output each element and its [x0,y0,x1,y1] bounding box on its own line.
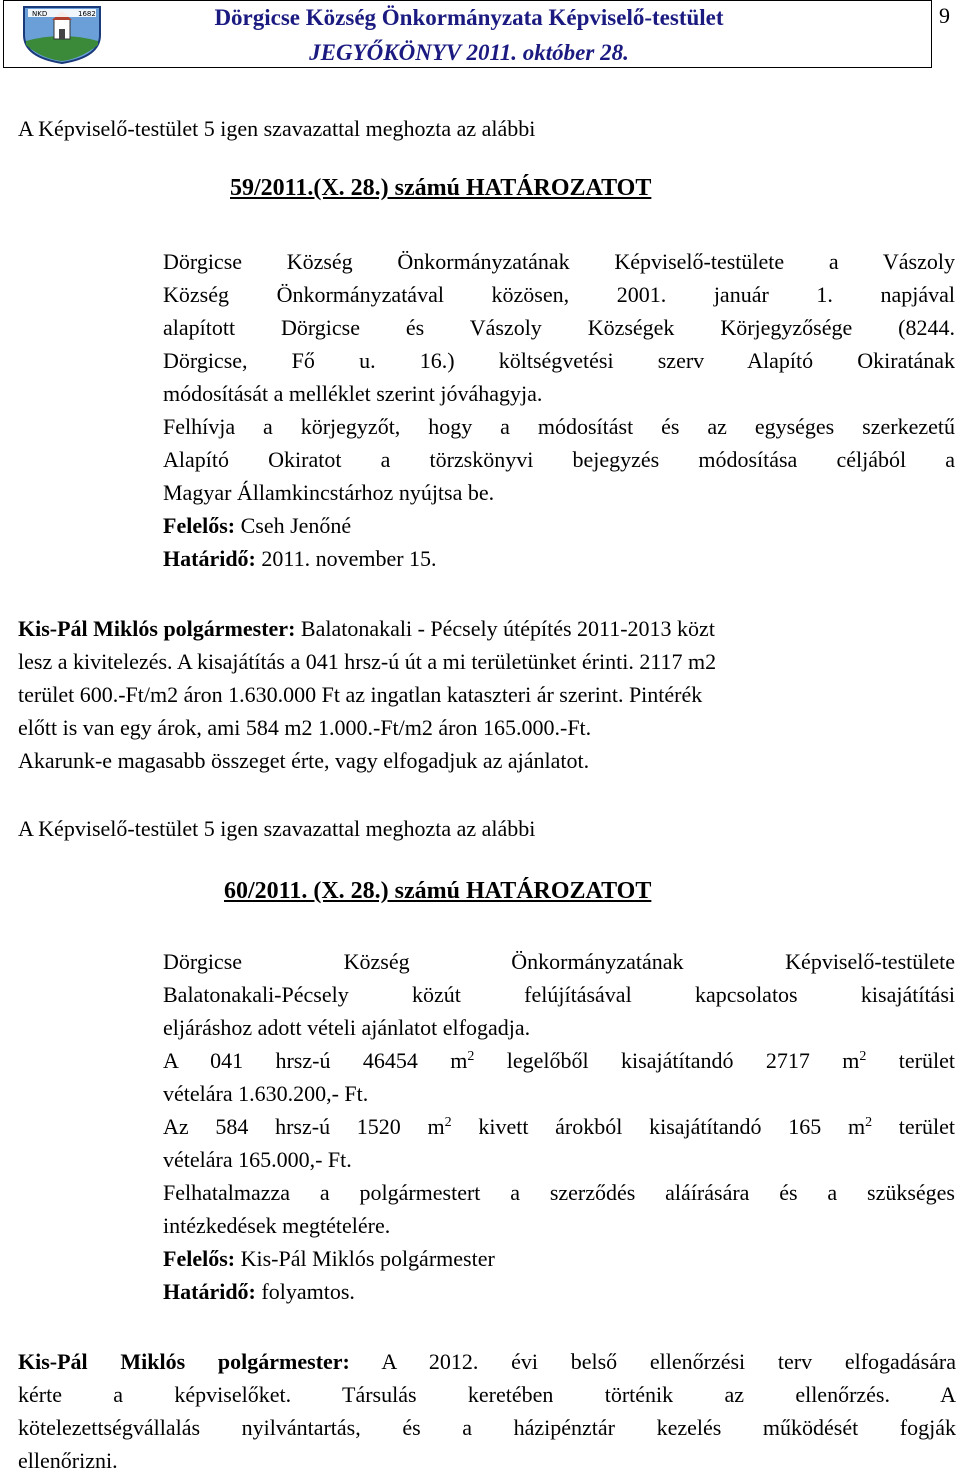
deadline-value: 2011. november 15. [255,546,437,571]
text-line: Dörgicse Község Önkormányzatának Képviselő-testülete [163,949,955,974]
text-line: vételára 1.630.200,- Ft. [163,1081,369,1106]
resolution-title-59: 59/2011.(X. 28.) számú HATÁROZATOT [230,175,652,201]
text-line: eljáráshoz adott vételi ajánlatot elfogadja. [163,1015,531,1040]
text-line: Alapító Okiratot a törzskönyvi bejegyzés módosítása céljából a [163,447,955,472]
text-line: vételára 165.000,- Ft. [163,1147,352,1172]
page-header [3,0,932,68]
text-line: intézkedések megtételére. [163,1213,391,1238]
text-line: A 041 hrsz-ú 46454 $m^2$ legelőből kisajátítandó 2717 $m^2$ terület [163,1048,956,1073]
page-number: 9 [939,3,950,28]
text-line: kérte a képviselőket. Társulás keretében történik az ellenőrzés. A [18,1382,956,1407]
text-line: alapított Dörgicse és Vászoly Községek Körjegyzősége (8244. [163,315,955,340]
text-line: Akarunk-e magasabb összeget érte, vagy elfogadjuk az ajánlatot. [18,748,590,773]
speaker-name: Kis-Pál Miklós polgármester: [18,1349,350,1374]
village-crest-logo [20,5,104,65]
responsible-line [163,1242,955,1275]
speaker-name: Kis-Pál Miklós polgármester: [18,616,296,641]
text-line: Balatonakali-Pécsely közút felújításával kapcsolatos kisajátítási [163,982,955,1007]
responsible-label: Felelős: [163,513,236,538]
text-line: Dörgicse Község Önkormányzatának Képviselő-testülete a Vászoly [163,249,955,274]
deadline-label: Határidő: [163,1279,256,1304]
text-line: Kis-Pál Miklós polgármester: Balatonakali - Pécsely útépítés 2011-2013 közt [18,616,715,641]
logo-text-right: 1682 [78,10,96,18]
text-line: Az 584 hrsz-ú 1520 $m^2$ kivett árokból kisajátítandó 165 $m^2$ terület [163,1114,955,1139]
text-line: ellenőrizni. [18,1448,118,1473]
text-line: előtt is van egy árok, ami 584 m2 1.000.-Ft/m2 áron 165.000.-Ft. [18,715,592,740]
responsible-value: Cseh Jenőné [235,513,352,538]
responsible-value: Kis-Pál Miklós polgármester [235,1246,495,1271]
resolution-60-body [163,945,955,1308]
responsible-line [163,509,955,542]
text-line: Kis-Pál Miklós polgármester: A 2012. évi belső ellenőrzési terv elfogadására [18,1349,956,1374]
deadline-value: folyamtos. [255,1279,355,1304]
text-line: kötelezettségvállalás nyilvántartás, és a házipénztár kezelés működését fogják [18,1415,956,1440]
deadline-line [163,542,955,575]
text-line: Felhatalmazza a polgármestert a szerződés aláírására és a szükséges [163,1180,955,1205]
resolution-title-60: 60/2011. (X. 28.) számú HATÁROZATOT [224,878,652,904]
header-subtitle: JEGYŐKÖNYV 2011. október 28. [309,40,629,65]
text-line: Dörgicse, Fő u. 16.) költségvetési szerv Alapító Okiratának [163,348,955,373]
deadline-label: Határidő: [163,546,256,571]
mayor-speech-2 [18,1345,956,1477]
responsible-label: Felelős: [163,1246,236,1271]
vote-statement-2: A Képviselő-testület 5 igen szavazattal meghozta az alábbi [18,816,536,841]
mayor-speech-1 [18,612,944,777]
text-line: Felhívja a körjegyzőt, hogy a módosítást és az egységes szerkezetű [163,414,955,439]
header-title: Dörgicse Község Önkormányzata Képviselő-testület [214,5,724,30]
vote-statement-1: A Képviselő-testület 5 igen szavazattal meghozta az alábbi [18,116,536,141]
deadline-line [163,1275,955,1308]
resolution-59-body [163,245,955,575]
text-line: Község Önkormányzatával közösen, 2001. január 1. napjával [163,282,955,307]
text-line: módosítását a melléklet szerint jóváhagyja. [163,381,543,406]
text-line: lesz a kivitelezés. A kisajátítás a 041 hrsz-ú út a mi területünket érinti. 2117 m2 [18,649,717,674]
logo-text-left: NKD [32,10,48,18]
text-line: Magyar Államkincstárhoz nyújtsa be. [163,480,495,505]
text-line: terület 600.-Ft/m2 áron 1.630.000 Ft az ingatlan kataszteri ár szerint. Pintérék [18,682,703,707]
